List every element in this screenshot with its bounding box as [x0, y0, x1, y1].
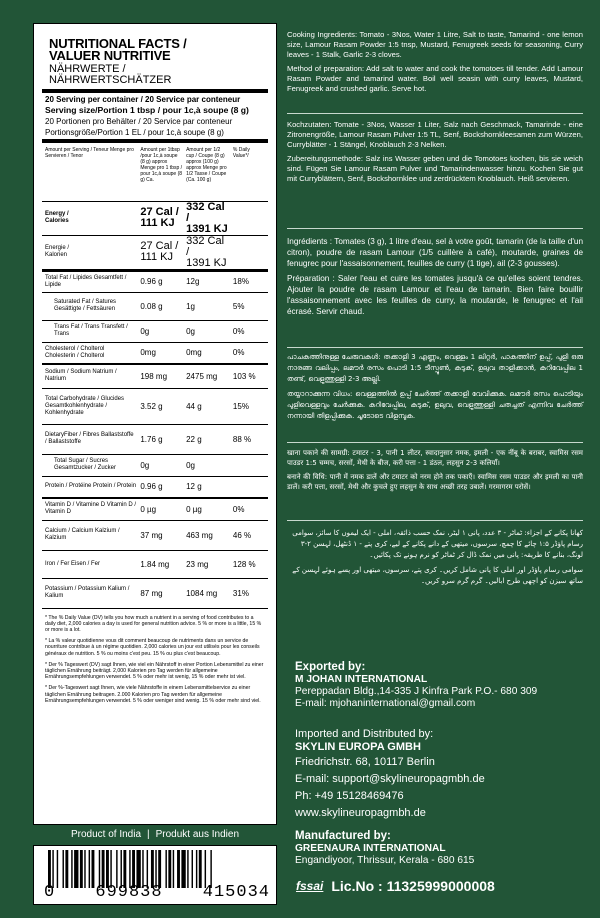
exporter-name: M JOHAN INTERNATIONAL	[295, 674, 428, 685]
value-per-tbsp: 0g	[138, 454, 184, 476]
daily-value-percent: 128 %	[231, 550, 268, 578]
table-row	[42, 364, 268, 388]
value-per-half-cup: 23 mg	[184, 550, 231, 578]
barcode-digits-left: 699838	[95, 883, 163, 902]
table-row	[42, 270, 268, 292]
daily-value-percent: 18%	[231, 270, 268, 292]
nutrition-facts-panel	[33, 23, 277, 825]
value-per-half-cup: 0g	[184, 454, 231, 476]
urdu-ingredients: کھانا پکانے کے اجزاء: ٹماٹر - ۳ عدد، پانی ۱ لیٹر، نمک حسب ذائقہ، املی - ایک لیموں کا سائز، سوامی رسام پاؤڈر ۱:۵ چائے کا چمچ، سرسوں، میتھی کے دانے پکانے کے لیے، کری پتے - ۱ ڈنٹھل، لہسن ۲-۳ لونگ، بنانے کا طریقہ: پانی میں نمک ڈال کر ٹماٹر کو نرم ہونے تک پکائیں۔	[292, 529, 583, 559]
license-number: Lic.No : 11325999000008	[331, 878, 495, 894]
value-per-tbsp: 198 mg	[138, 364, 184, 388]
fssai-license	[296, 878, 495, 894]
malayalam-ingredients: പാചകത്തിനുള്ള ചേരുവകൾ: തക്കാളി 3 എണ്ണം, വെള്ളം 1 ലിറ്റർ, പാകത്തിന് ഉപ്പ്, പുളി ഒരു നാരങ്ങ വലിപ്പം, ലമൗർ രസം പൊടി 1:5 ടീസ്പൂൺ, കടുക്, ഉലുവ താളിക്കാൻ, കറിവേപ്പില 1 തണ്ട്, വെളുത്തുള്ളി 2-3 അല്ലി.	[287, 353, 583, 383]
value-per-half-cup: 0 µg	[184, 498, 231, 520]
nutrient-name: DietaryFiber / Fibres Ballaststoffe / Ballaststoffe	[42, 424, 138, 454]
barcode-number	[44, 883, 270, 902]
table-row	[42, 498, 268, 520]
table-row	[42, 476, 268, 498]
value-per-half-cup: 12 g	[184, 476, 231, 498]
ingredients-en: Cooking Ingredients: Tomato - 3Nos, Water 1 Litre, Salt to taste, Tamarind - one lemon size, Lamour Rasam Powder 1:5 tnsp, Mustard, Fenugreek seeds for seasoning, Curry leaves - 1 Stalk, Garlic 2-3 cloves.	[287, 30, 583, 59]
table-row	[42, 388, 268, 424]
daily-value-percent: 31%	[231, 578, 268, 608]
exporter-heading: Exported by:	[295, 661, 366, 673]
value-per-half-cup: 2475 mg	[184, 364, 231, 388]
importer-phone: Ph: +49 15128469476	[295, 790, 404, 802]
table-row	[42, 424, 268, 454]
nutrition-table	[42, 143, 268, 609]
method-fr: Préparation : Saler l'eau et cuire les tomates jusqu'à ce qu'elles soient tendres. Ajouter la poudre de rasam Lamour et l'eau de tamarin. Bien faire bouillir l'assaisonnement avec les feuilles de curry, la moutarde, le fenugrec et l'ail écrasé. Servir chaud.	[287, 274, 583, 316]
importer-email: E-mail: support@skylineuropagmbh.de	[295, 773, 485, 785]
exporter-email: E-mail: mjohaninternational@gmail.com	[295, 698, 476, 709]
value-per-tbsp: 0g	[138, 320, 184, 342]
malayalam-instructions	[287, 352, 583, 426]
importer-website: www.skylineuropagmbh.de	[295, 807, 426, 819]
value-per-tbsp: 1.76 g	[138, 424, 184, 454]
value-per-tbsp: 0.96 g	[138, 476, 184, 498]
nutrient-name: Calcium / Calcium Kalzium / Kalzium	[42, 520, 138, 550]
manufacturer-name: GREENAURA INTERNATIONAL	[295, 843, 446, 854]
importer-heading: Imported and Distributed by:	[295, 728, 434, 740]
nutrition-subtitle-de: NÄHRWERTE /	[49, 63, 126, 75]
table-row	[42, 520, 268, 550]
ingredients-de: Kochzutaten: Tomate - 3Nos, Wasser 1 Liter, Salz nach Geschmack, Tamarinde - eine Zitronengröße, Lamour Rasam Pulver 1:5 TL, Senf, Bockshornkleesamen zum Würzen, Curryblätter - 1 Stängel, Knoblauch 2-3 Nelken.	[287, 120, 583, 149]
fssai-logo: fssai	[296, 879, 324, 893]
energie-per-tbsp: 27 Cal / 111 KJ	[138, 235, 184, 270]
value-per-half-cup: 463 mg	[184, 520, 231, 550]
value-per-tbsp: 0mg	[138, 342, 184, 364]
value-per-half-cup: 44 g	[184, 388, 231, 424]
nutrient-name: Cholesterol / Cholterol Cholesterin / Cholterol	[42, 342, 138, 364]
header-amount-per-serving: Amount per Serving / Teneur Menge pro Servieren / Tenor	[42, 143, 138, 201]
nutrient-name: Total Sugar / Sucres Gesamtzucker / Zucker	[42, 454, 138, 476]
nutrition-title-fr: VALUER NUTRITIVE	[49, 48, 171, 63]
daily-value-percent: 15%	[231, 388, 268, 424]
divider	[287, 113, 583, 114]
divider	[287, 347, 583, 348]
energy-label: Energy / Calories	[42, 201, 138, 235]
daily-value-notes	[45, 615, 265, 704]
energy-per-tbsp: 27 Cal / 111 KJ	[138, 201, 184, 235]
nutrient-name: Trans Fat / Trans Transfett / Trans	[42, 320, 138, 342]
urdu-method: سوامی رسام پاؤڈر اور املی کا پانی شامل کریں۔ کری پتے، سرسوں، میتھی اور پسے ہوئے لہسن کے ساتھ سیزن کو اچھی طرح ابالیں۔ گرم گرم سرو کریں۔	[292, 566, 583, 585]
note-de: * Der % Tageswert (DV) sagt Ihnen, wie viel ein Nährstoff in einer Portion Lebensmittel zu einer täglichen Ernährung beiträgt. 2,000 Kalorien pro Tag werden für allgemeine Ernährungsempfehlungen verwendet. 5 % oder mehr ist wenig, 15 % oder mehr ist viel.	[45, 661, 264, 681]
table-header-row	[42, 143, 268, 201]
value-per-half-cup: 0g	[184, 320, 231, 342]
importer-block	[295, 728, 485, 822]
exporter-block	[295, 660, 537, 710]
value-per-tbsp: 0.08 g	[138, 292, 184, 320]
header-per-half-cup: Amount per 1/2 cup / Coupe (8 g) approx (100 g) approx Menge pro 1/2 Tasse / Coupe (Ca. 100 g)	[184, 143, 231, 201]
daily-value-percent: 103 %	[231, 364, 268, 388]
table-row	[42, 342, 268, 364]
exporter-address: Pereppadan Bldg.,14-335 J Kinfra Park P.O.- 680 309	[295, 686, 538, 697]
energie-label: Energie / Kalorien	[42, 235, 138, 270]
daily-value-percent: 88 %	[231, 424, 268, 454]
nutrient-name: Potassium / Potassium Kalium / Kalium	[42, 578, 138, 608]
hindi-method: बनाने की विधि: पानी में नमक डालें और टमाटर को नरम होने तक पकाएँ। स्वामिस रसम पाउडर और इमली का पानी डालें। करी पत्ता, सरसों, मेथी और कुचले हुए लहसुन के साथ अच्छी तरह उबालें। गरमागरम परोसें।	[287, 473, 583, 491]
daily-value-percent	[231, 476, 268, 498]
table-row	[42, 550, 268, 578]
country-of-origin	[33, 823, 277, 845]
nutrition-subtitle-de-2: NÄHRWERTSCHÄTZER	[49, 74, 172, 86]
table-row	[42, 454, 268, 476]
note-en: * The % Daily Value (DV) tells you how much a nutrient in a serving of food contributes to a daily diet, 2,000 calories a day is used for general nutrition advice. 5 % or more is a little, 15 % or more is a lot.	[45, 614, 262, 633]
nutrient-name: Total Fat / Lipides Gesamtfett / Lipide	[42, 270, 138, 292]
servings-per-container: 20 Serving per container / 20 Service par conteneur	[45, 95, 241, 104]
table-row	[42, 578, 268, 608]
table-row	[42, 292, 268, 320]
note-de-2: * Der %-Tageswert sagt Ihnen, wie viele Nährstoffe in einem Lebensmittelservice zu einer täglichen Ernährung beitragen. 2.000 Kalorien pro Tag werden für allgemeine Ernährungsempfehlungen verwendet. 5 % oder weniger sind wenig. 15 % oder mehr sind viel.	[45, 685, 261, 704]
nutrition-title: NUTRITIONAL FACTS /	[49, 36, 187, 51]
french-instructions	[287, 236, 583, 321]
energie-per-half-cup: 332 Cal / 1391 KJ	[184, 235, 231, 270]
german-instructions	[287, 120, 583, 188]
nutrient-name: Iron / Fer Eisen / Fer	[42, 550, 138, 578]
value-per-half-cup: 0mg	[184, 342, 231, 364]
importer-address: Friedrichstr. 68, 10117 Berlin	[295, 756, 435, 768]
method-en: Method of preparation: Add salt to water and cook the tomotoes till tender. Add Lamour Rasam Powder and tamarind water. Boil well seasin with curry leaves, Mustard, Fenugreek and crushed garlic. Serve hot.	[287, 64, 583, 93]
barcode-digit-prefix: 0	[44, 883, 56, 902]
table-row	[42, 320, 268, 342]
value-per-half-cup: 1g	[184, 292, 231, 320]
value-per-tbsp: 0.96 g	[138, 270, 184, 292]
origin-de: Produkt aus Indien	[155, 828, 240, 840]
malayalam-method: തയ്യാറാക്കുന്ന വിധം: വെള്ളത്തിൽ ഉപ്പ് ചേർത്ത് തക്കാളി വേവിക്കുക. ലമൗർ രസം പൊടിയും പുളിവെള്ളവും ചേർക്കുക. കറിവേപ്പില, കടുക്, ഉലുവ, വെളുത്തുള്ളി ചതച്ചത് എന്നിവ ചേർത്ത് നന്നായി തിളപ്പിക്കുക. ചൂടോടെ വിളമ്പുക.	[287, 390, 583, 420]
nutrient-name: Protein / Protéine Protein / Protein	[42, 476, 138, 498]
divider	[42, 89, 268, 93]
daily-value-percent: 0%	[231, 498, 268, 520]
value-per-tbsp: 1.84 mg	[138, 550, 184, 578]
daily-value-percent: 46 %	[231, 520, 268, 550]
hindi-ingredients: खाना पकाने की सामग्री: टमाटर - 3, पानी 1 लीटर, स्वादानुसार नमक, इमली - एक नींबू के बराबर, स्वामिस रसम पाउडर 1:5 चम्मच, सरसों, मेथी के बीज, करी पत्ता - 1 डंठल, लहसुन 2-3 कलियाँ।	[287, 449, 583, 467]
daily-value-percent: 0%	[231, 320, 268, 342]
energy-row	[42, 201, 268, 235]
header-per-tbsp: Amount per 1tbsp /pour 1c,à soupe (8 g) approx Menge pro 1 tbsp / pour 1c,à soupe (8 g) Ca.	[138, 143, 184, 201]
divider	[287, 442, 583, 443]
value-per-tbsp: 87 mg	[138, 578, 184, 608]
daily-value-percent: 5%	[231, 292, 268, 320]
energie-row	[42, 235, 268, 270]
nutrient-name: Saturated Fat / Satures Gesättigte / Fettsäuren	[42, 292, 138, 320]
manufacturer-address: Engandiyoor, Thrissur, Kerala - 680 615	[295, 855, 475, 866]
servings-per-container-de: 20 Portionen pro Behälter / 20 Service par conteneur	[45, 117, 233, 126]
ingredients-fr: Ingrédients : Tomates (3 g), 1 litre d'eau, sel à votre goût, tamarin (de la taille d'un citron), poudre de rasam Lamour (1/5 cuillère à café), moutarde, graines de fenugrec pour l'assaisonnement, feuilles de curry (1 tige), ail (2-3 gousses).	[287, 237, 583, 268]
hindi-instructions	[287, 448, 583, 496]
barcode-digits-right: 415034	[202, 883, 270, 902]
urdu-instructions	[287, 528, 583, 591]
daily-value-percent: 0%	[231, 342, 268, 364]
barcode	[33, 845, 277, 905]
value-per-tbsp: 0 µg	[138, 498, 184, 520]
divider	[287, 520, 583, 521]
method-de: Zubereitungsmethode: Salz ins Wasser geben und die Tomotoes kochen, bis sie weich sind. Fügen Sie Lamour Rasam Pulver und Tamarindenwasser hinzu. Kochen Sie gut mit Curryblättern, Senf, Bockshornklee und zerdrücktem Knoblauch. Heiß servieren.	[287, 154, 583, 183]
header-daily-value: % Daily Value*/	[231, 143, 268, 201]
manufacturer-block	[295, 829, 474, 867]
nutrient-name: Total Carbohydrate / Glucides Gesamtkohlenhydrate / Kohlenhydrate	[42, 388, 138, 424]
nutrient-name: Sodium / Sodium Natrium / Natrium	[42, 364, 138, 388]
manufacturer-heading: Manufactured by:	[295, 830, 391, 842]
divider	[287, 228, 583, 229]
value-per-half-cup: 22 g	[184, 424, 231, 454]
origin-separator: |	[147, 828, 150, 840]
energy-per-half-cup: 332 Cal / 1391 KJ	[184, 201, 231, 235]
serving-size: Serving size/Portion 1 tbsp / pour 1c,à soupe (8 g)	[45, 105, 249, 115]
value-per-tbsp: 37 mg	[138, 520, 184, 550]
origin-en: Product of India	[70, 828, 142, 840]
value-per-tbsp: 3.52 g	[138, 388, 184, 424]
note-fr: * La % valeur quotidienne vous dit comment beaucoup de nutriments dans un service de nourriture contribue à un régime quotidien. 2,000 calories un jour est utilisés pour les conseils généraux de nutrition. 5 % ou moins c'est peu. 15 % ou plus c'est beaucoup.	[45, 638, 260, 657]
nutrient-name: Vitamin D / Vitamine D Vitamin D / Vitamin D	[42, 498, 138, 520]
value-per-half-cup: 1084 mg	[184, 578, 231, 608]
english-instructions	[287, 30, 583, 98]
value-per-half-cup: 12g	[184, 270, 231, 292]
serving-size-de: Portionsgröße/Portion 1 EL / pour 1c,à soupe (8 g)	[45, 128, 224, 137]
daily-value-percent	[231, 454, 268, 476]
importer-name: SKYLIN EUROPA GMBH	[295, 741, 421, 753]
